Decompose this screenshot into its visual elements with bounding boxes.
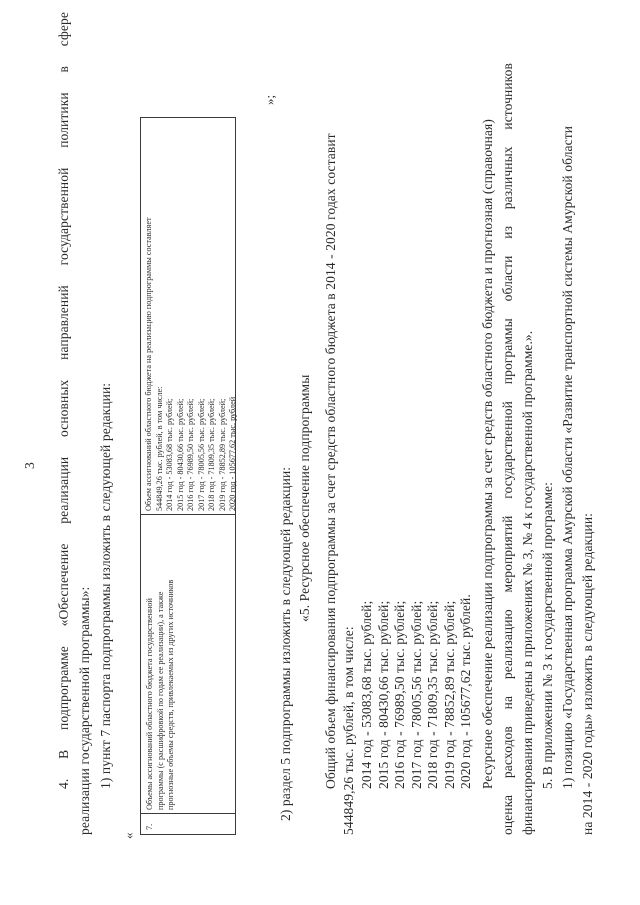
value-line: Объем ассигнований областного бюджета на реализацию подпрограммы составляет xyxy=(144,217,153,511)
year-item: 2018 год - 71809,35 тыс. рублей; xyxy=(425,600,440,789)
value-line: 2019 год - 78852,89 тыс. рублей; xyxy=(217,398,227,511)
item5-line3: на 2014 - 2020 годы» изложить в следующей редакции: xyxy=(580,512,595,835)
row-number: 7. xyxy=(145,823,154,830)
passport-table xyxy=(140,117,236,835)
value-line: 2016 год - 76989,50 тыс. рублей; xyxy=(186,398,195,511)
value-line: 2015 год - 80430,66 тыс. рублей; xyxy=(175,398,185,511)
value-line: 2020 год - 105677,62 тыс. рублей xyxy=(228,396,237,511)
value-line: 544849,26 тыс. рублей, в том числе: xyxy=(154,386,164,511)
year-item: 2016 год - 76989,50 тыс. рублей; xyxy=(392,600,407,789)
value-line: 2017 год - 78005,56 тыс. рублей; xyxy=(196,398,206,511)
table-cell-number xyxy=(141,813,235,834)
section2-heading: «5. Ресурсное обеспечение подпрограммы xyxy=(297,374,312,622)
close-quote: »; xyxy=(262,94,277,105)
section2-intro: 2) раздел 5 подпрограммы изложить в следующей редакции: xyxy=(278,466,293,821)
label-line: прогнозные объемы средств, привлекаемых из других источников xyxy=(166,579,175,810)
label-line: программы (с расшифровкой по годам ее реализации), а также xyxy=(155,591,165,810)
item4-line3: 1) пункт 7 паспорта подпрограммы изложить в следующей редакции: xyxy=(98,382,113,789)
year-item: 2014 год - 53083,68 тыс. рублей; xyxy=(359,600,374,789)
open-quote: « xyxy=(121,832,136,839)
para1-line2: 544849,26 тыс. рублей, в том числе: xyxy=(341,626,356,835)
value-line: 2018 год - 71809,35 тыс. рублей; xyxy=(207,398,216,511)
label-line: Объемы ассигнований областного бюджета государственной xyxy=(145,598,154,810)
page-number: 3 xyxy=(22,462,37,469)
para2-line1: Ресурсное обеспечение реализации подпрограммы за счет средств областного бюджета и прогнозная (справочная) xyxy=(480,119,495,789)
item5-line2: 1) позицию «Государственная программа Амурской области «Развитие транспортной системы Амурской области xyxy=(560,125,575,789)
item4-line2: реализации государственной программы»: xyxy=(77,586,92,835)
table-cell-value xyxy=(141,118,235,515)
value-line: 2014 год - 53083,68 тыс. рублей; xyxy=(165,398,174,511)
year-item: 2019 год - 78852,89 тыс. рублей; xyxy=(441,600,457,789)
item5-line1: 5. В приложении № 3 к государственной программе: xyxy=(540,482,555,789)
year-item: 2015 год - 80430,66 тыс. рублей; xyxy=(375,600,391,789)
years-list xyxy=(359,594,475,789)
item4-line1: 4. В подпрограмме «Обеспечение реализации основных направлений государственной политики в сфере xyxy=(56,12,71,789)
para2-line3: финансирования приведены в приложениях № 3, № 4 к государственной программе.». xyxy=(520,330,535,835)
para1-line1: Общий объем финансирования подпрограммы за счет средств областного бюджета в 2014 - 2020 годах составит xyxy=(323,133,338,789)
table-cell-label xyxy=(141,514,235,814)
year-item: 2017 год - 78005,56 тыс. рублей; xyxy=(408,600,424,789)
year-item: 2020 год - 105677,62 тыс. рублей. xyxy=(458,594,473,789)
para2-line2: оценка расходов на реализацию мероприятий государственной программы области из различных источников xyxy=(500,63,515,835)
